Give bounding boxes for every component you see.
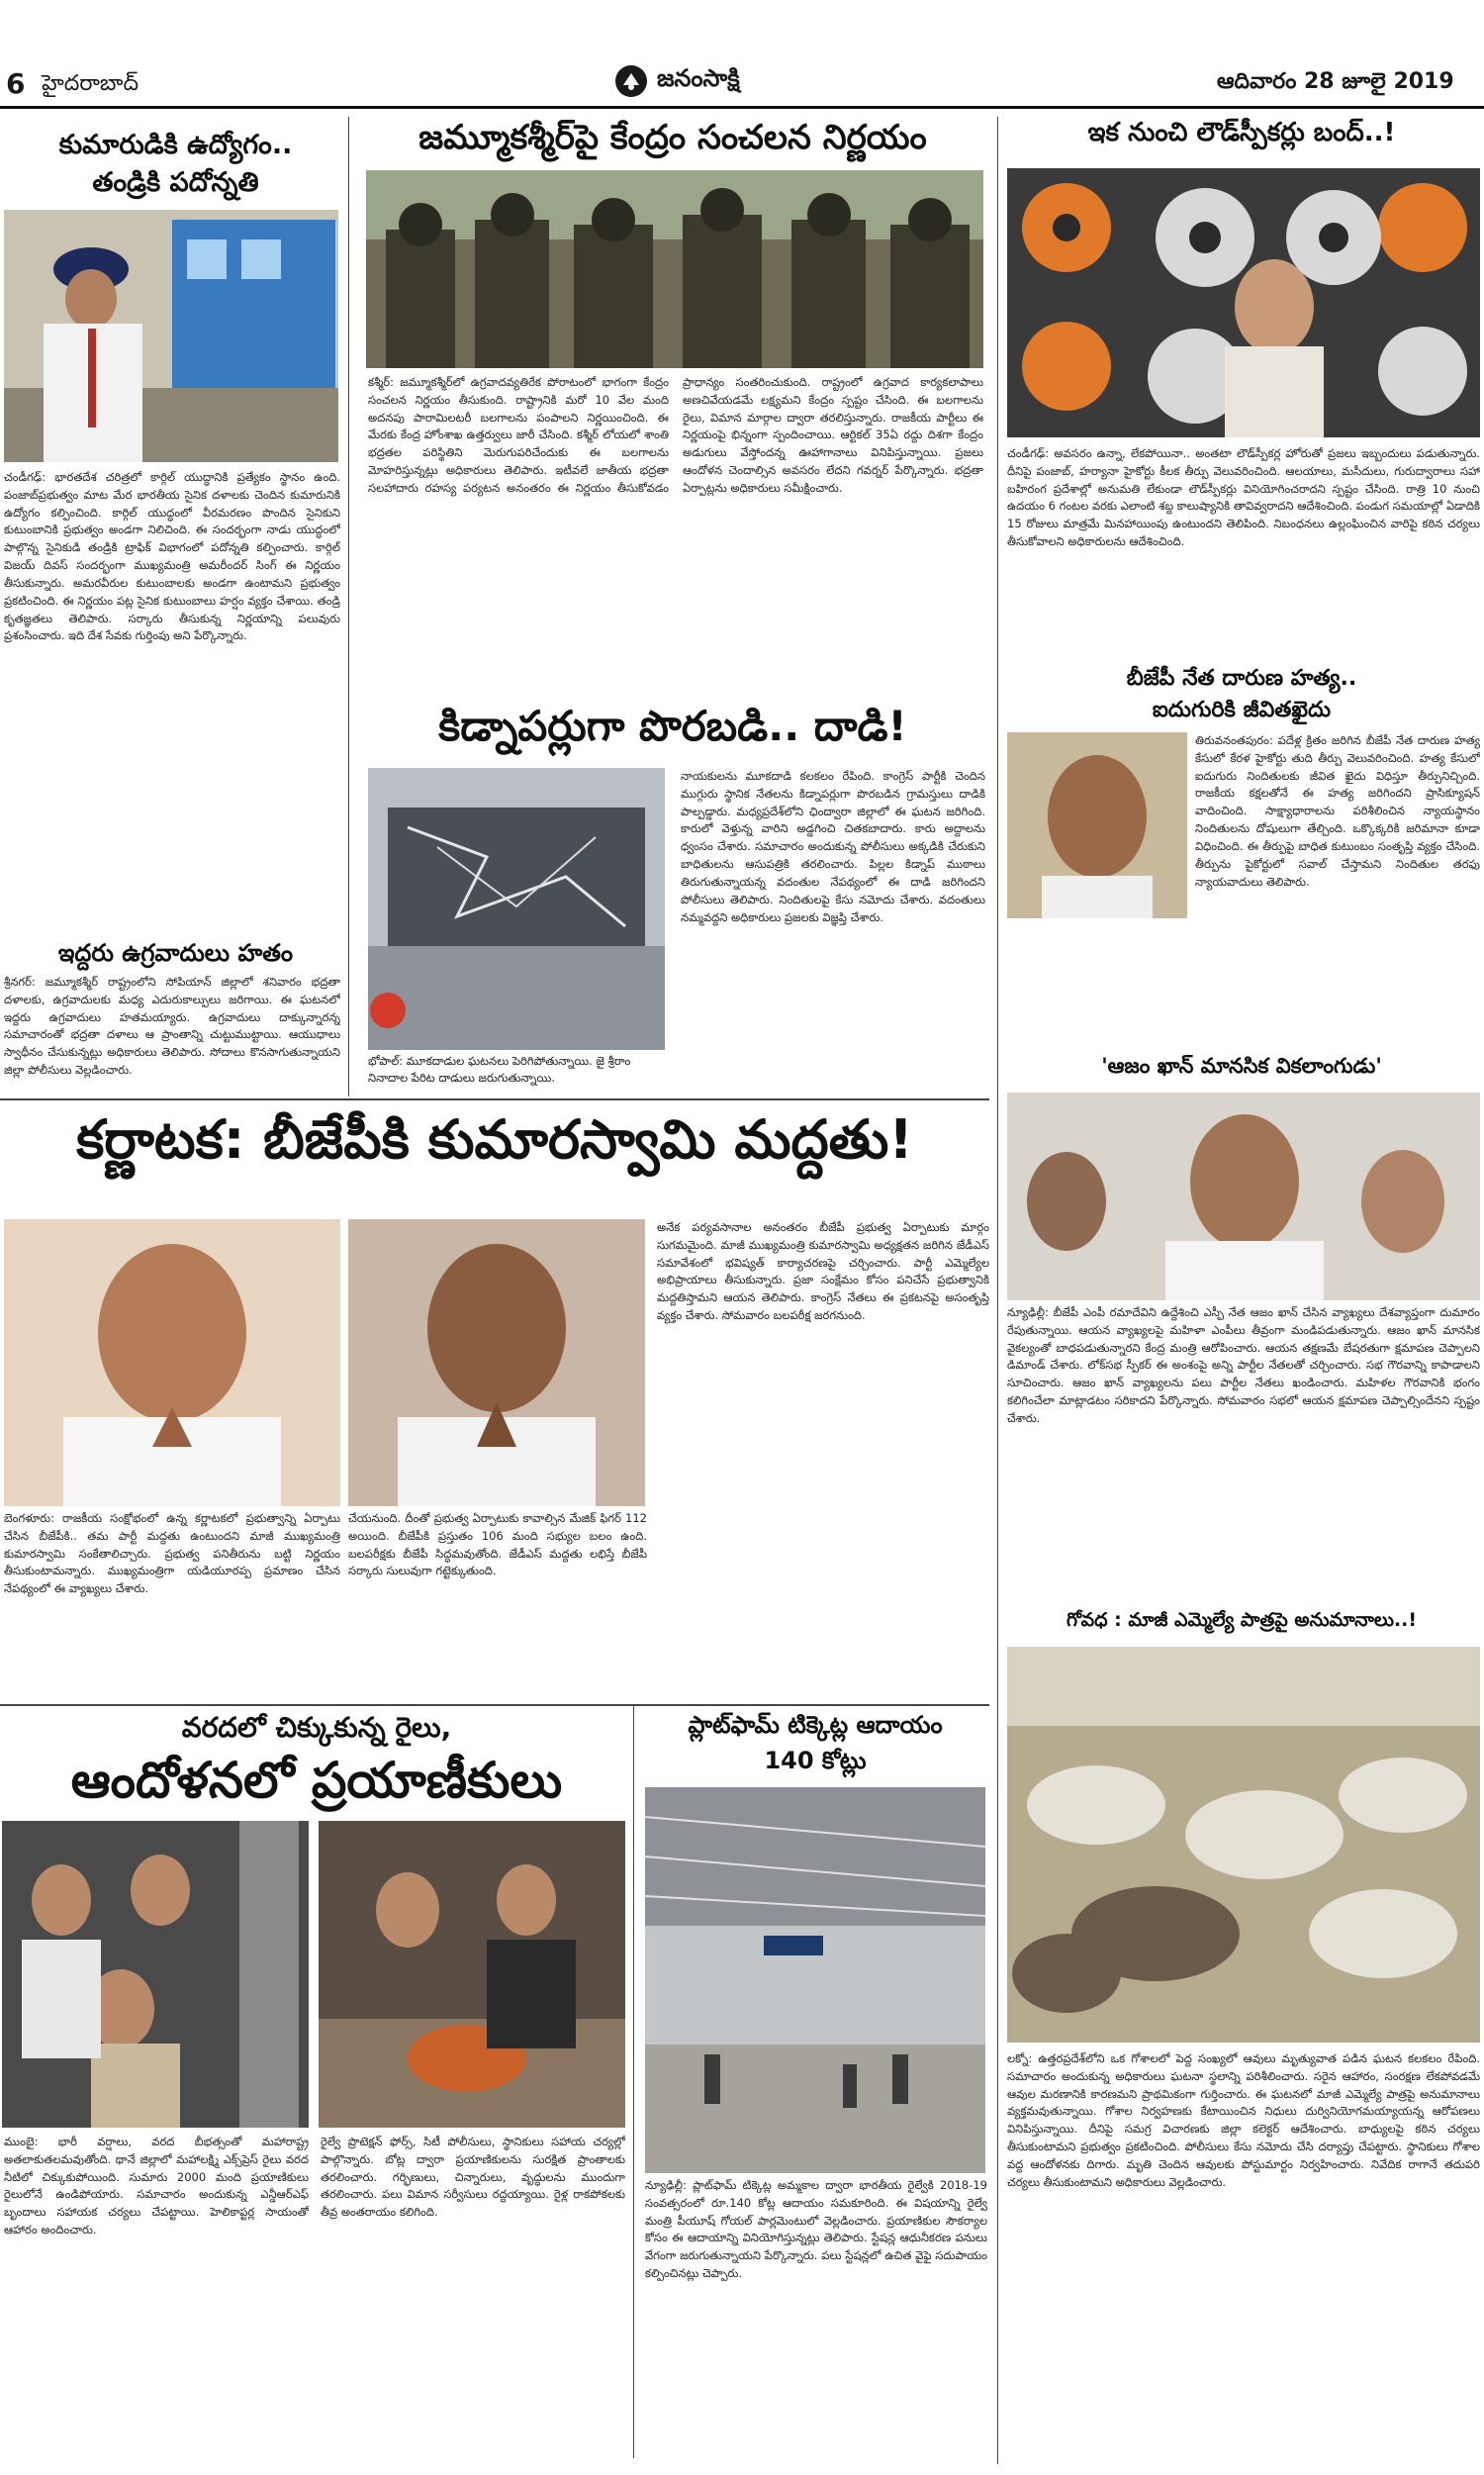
article-jammu-kashmir-body: కశ్మీర్‌: జమ్మూకశ్మీర్‌లో ఉగ్రవాదవ్యతిరేక పోరాటంలో భాగంగా కేంద్రం సంచలన నిర్ణయం తీసుకుంది. రాష్ట్రానికి మరో 10 వేల మంది అదనపు పారామిలటరీ బలగాలను పంపాలని నిర్ణయించింది. ఈ మేరకు కేంద్ర హోంశాఖ ఉత్తర్వులు జారీ చేసింది. కశ్మీర్‌ లోయలో శాంతి భద్రతల పరిస్థితిని మెరుగుపరిచేందుకు ఈ బలగాలను మోహరిస్తున్నట్లు అధికారులు తెలిపారు. ఇటీవలే జాతీయ భద్రతా సలహాదారు రహస్య పర్యటన అనంతరం ఈ నిర్ణయం తీసుకోవడం ప్రాధాన్యం సంతరించుకుంది. రాష్ట్రంలో ఉగ్రవాద కార్యకలాపాలు అణచివేయడమే లక్ష్యమని కేంద్రం స్పష్టం చేసింది. ఈ బలగాలను రైలు, విమాన మార్గాల ద్వారా తరలిస్తున్నారు. రాజకీయ పార్టీలు ఈ నిర్ణయంపై భిన్నంగా స్పందించాయి. ఆర్టికల్‌ 35ఏ రద్దు దిశగా కేంద్రం అడుగులు వేస్తోందన్న ఊహాగానాలు వినిపిస్తున్నాయి. ప్రజలు ఆందోళన చెందాల్సిన అవసరం లేదని గవర్నర్‌ పేర్కొన్నారు. భద్రతా ఏర్పాట్లను అధికారులు సమీక్షించారు. [368,375,983,495]
headline-passengers-worry: ఆందోళనలో ప్రయాణీకులు [70,1752,563,1809]
section-rule [0,1098,989,1100]
article-cow-deaths-body: లక్నో: ఉత్తరప్రదేశ్‌లోని ఒక గోశాలలో పెద్ద సంఖ్యలో ఆవులు మృత్యువాత పడిన ఘటన కలకలం రేపింది. సమాచారం అందుకున్న అధికారులు ఘటనా స్థలాన్ని పరిశీలించారు. సరైన ఆహారం, సంరక్షణ లేకపోవడమే ఆవుల మరణానికి కారణమని ప్రాథమికంగా గుర్తించారు. ఈ ఘటనలో మాజీ ఎమ్మెల్యే పాత్రపై అనుమానాలు వ్యక్తమవుతున్నాయి. గోశాల నిర్వహణకు కేటాయించిన నిధులు దుర్వినియోగమయ్యాయన్న ఆరోపణలు వినిపిస్తున్నాయి. దీనిపై సమగ్ర విచారణకు జిల్లా కలెక్టర్‌ ఆదేశించారు. బాధ్యులపై కఠిన చర్యలు తీసుకుంటామని ప్రభుత్వం ప్రకటించింది. పోలీసులు కేసు నమోదు చేసి దర్యాప్తు చేపట్టారు. స్థానికులు గోశాల వద్ద ఆందోళనకు దిగారు. మృతి చెందిన ఆవులకు పోస్టుమార్టం నిర్వహించారు. నివేదిక రాగానే తదుపరి చర్యలు తీసుకుంటామని అధికారులు వెల్లడించారు. [1007,2051,1480,2189]
soldiers-photo [366,170,983,368]
article-karnataka-body-right: అనేక పర్యవసానాల అనంతరం బీజేపీ ప్రభుత్వ ఏర్పాటుకు మార్గం సుగమమైంది. మాజీ ముఖ్యమంత్రి కుమారస్వామి అధ్యక్షతన జరిగిన జేడీఎస్‌ సమావేశంలో భవిష్యత్‌ కార్యాచరణపై చర్చించారు. పార్టీ ఎమ్మెల్యేల అభిప్రాయాలు తీసుకున్నారు. ప్రజా సంక్షేమం కోసం పనిచేసే ప్రభుత్వానికి మద్దతిస్తామని ఆయన తెలిపారు. కాంగ్రెస్‌ నేతలు ఈ ప్రకటనపై అసంతృప్తి వ్యక్తం చేశారు. సోమవారం బలపరీక్ష జరగనుంది. [657,1220,989,1323]
newspaper-brand [613,61,871,101]
headline-kidnapper-attack: కిడ్నాపర్లుగా పొరబడి.. దాడి! [438,702,907,750]
cows-photo [1007,1647,1480,2043]
headline-train-flood: వరదలో చిక్కుకున్న రైలు, [181,1711,452,1744]
railway-station-photo [645,1787,985,2173]
article-karnataka-body-mid: చేయనుంది. దీంతో ప్రభుత్వ ఏర్పాటుకు కావాల్సిన మేజిక్‌ ఫిగర్‌ 112 అయింది. బీజేపీకి ప్రస్తుతం 106 మంది సభ్యుల బలం ఉంది. బలపరీక్షకు బీజేపీ సిద్ధమవుతోంది. జేడీఎస్‌ మద్దతు లభిస్తే బీజేపీ సర్కారు సులువుగా గట్టెక్కుతుంది. [348,1511,647,1578]
car-photo-caption: భోపాల్‌: మూకదాడుల ఘటనలు పెరిగిపోతున్నాయి. జై శ్రీరాం నినాదాల పేరిట దాడులు జరుగుతున్నాయి. [368,1054,631,1086]
headline-azam-khan: 'ఆజం ఖాన్‌ మానసిక వికలాంగుడు' [1101,1054,1382,1078]
article-train-body-right: రైల్వే ప్రొటెక్షన్‌ ఫోర్స్‌, సిటీ పోలీసులు, స్థానికులు సహాయ చర్యల్లో పాల్గొన్నారు. బోట్ల ద్వారా ప్రయాణికులను సురక్షిత ప్రాంతాలకు తరలించారు. గర్భిణులు, చిన్నారులు, వృద్ధులను ముందుగా తరలించారు. పలు విమాన సర్వీసులు రద్దయ్యాయి. రైళ్ల రాకపోకలకు తీవ్ర అంతరాయం కలిగింది. [321,2135,625,2220]
article-kidnapper-body: నాయకులను మూకదాడి కలకలం రేపింది. కాంగ్రెస్‌ పార్టీకి చెందిన ముగ్గురు స్థానిక నేతలను కిడ్నాపర్లుగా పొరబడిన గ్రామస్తులు దాడికి పాల్పడ్డారు. మధ్యప్రదేశ్‌లోని ఛింద్వారా జిల్లాలో ఈ ఘటన జరిగింది. కారులో వెళ్తున్న వారిని అడ్డగించి చితకబాదారు. కారు అద్దాలను ధ్వంసం చేశారు. సమాచారం అందుకున్న పోలీసులు అక్కడికి చేరుకుని బాధితులను ఆసుపత్రికి తరలించారు. పిల్లల కిడ్నాప్‌ ముఠాలు తిరుగుతున్నాయన్న వదంతుల నేపథ్యంలో ఈ దాడి జరిగిందని పోలీసులు తెలిపారు. నిందితులపై కేసు నమోదు చేశారు. వదంతులు నమ్మవద్దని అధికారులు ప్రజలకు విజ్ఞప్తి చేశారు. [681,769,985,924]
headline-platform-revenue: 140 కోట్లు [764,1747,867,1774]
page-number: 6 [6,67,26,100]
traffic-officer-photo [4,210,338,462]
newspaper-name: జనంసాక్షి [657,64,740,92]
headline-father-promotion: తండ్రికి పదోన్నతి [92,167,259,198]
rescue-photo-right [319,1821,625,2128]
headline-loudspeaker-ban: ఇక నుంచి లౌడ్‌స్పీకర్లు బంద్‌..! [1087,118,1396,147]
section-rule [0,1704,989,1706]
yeddyurappa-photo [4,1219,340,1506]
article-karnataka-body-left: బెంగళూరు: రాజకీయ సంక్షోభంలో ఉన్న కర్ణాటకలో ప్రభుత్వాన్ని ఏర్పాటు చేసిన బీజేపీకి.. తమ పార్టీ మద్దతు ఉంటుందని మాజీ ముఖ్యమంత్రి కుమారస్వామి సంకేతాలిచ్చారు. ప్రభుత్వ పనితీరును బట్టి నిర్ణయం తీసుకుంటామన్నారు. ముఖ్యమంత్రిగా యడియూరప్ప ప్రమాణం చేసిన నేపథ్యంలో ఈ వ్యాఖ్యలు చేశారు. [4,1511,340,1596]
article-train-body-left: ముంబై: భారీ వర్షాలు, వరద బీభత్సంతో మహారాష్ట్ర అతలాకుతలమవుతోంది. థానే జిల్లాలో మహాలక్ష్మి ఎక్స్‌ప్రెస్‌ రైలు వరద నీటిలో చిక్కుకుపోయింది. సుమారు 2000 మంది ప్రయాణికులు రైలులోనే ఉండిపోయారు. సమాచారం అందుకున్న ఎన్డీఆర్‌ఎఫ్‌ బృందాలు సహాయక చర్యలు చేపట్టాయి. హెలికాప్టర్ల సాయంతో ఆహారం అందించారు. [4,2135,309,2237]
article-loudspeaker-body: చండీగఢ్‌: అవసరం ఉన్నా, లేకపోయినా.. అంతటా లౌడ్‌స్పీకర్ల హోరుతో ప్రజలు ఇబ్బందులు పడుతున్నారు. దీనిపై పంజాబ్‌, హర్యానా హైకోర్టు కీలక తీర్పు వెలువరించింది. ఆలయాలు, మసీదులు, గురుద్వారాలు సహా బహిరంగ ప్రదేశాల్లో అనుమతి లేకుండా లౌడ్‌స్పీకర్లు వినియోగించరాదని స్పష్టం చేసింది. రాత్రి 10 నుంచి ఉదయం 6 గంటల వరకు ఎలాంటి శబ్ద కాలుష్యానికి తావివ్వరాదని ఆదేశించింది. పండుగ సమయాల్లో ఏడాదికి 15 రోజులు మాత్రమే మినహాయింపు ఉంటుందని తెలిపింది. నిబంధనలు ఉల్లంఘించిన వారిపై కఠిన చర్యలు తీసుకోవాలని అధికారులను ఆదేశించింది. [1007,446,1480,549]
page-date: ఆదివారం 28 జూలై 2019 [1217,69,1454,94]
headline-jammu-kashmir: జమ్మూకశ్మీర్‌పై కేంద్రం సంచలన నిర్ణయం [418,118,927,157]
headline-life-imprisonment: ఐదుగురికి జీవితఖైదు [1152,698,1332,722]
column-rule [348,117,349,1096]
column-rule [633,1706,634,2458]
column-rule [997,117,998,2464]
rescue-photo-left [2,1821,309,2128]
article-terrorists-body: శ్రీనగర్‌: జమ్మూకశ్మీర్‌ రాష్ట్రంలోని సోపియాన్‌ జిల్లాలో శనివారం భద్రతా దళాలకు, ఉగ్రవాదులకు మధ్య ఎదురుకాల్పులు జరిగాయి. ఈ ఘటనలో ఇద్దరు ఉగ్రవాదులు హతమయ్యారు. ఉగ్రవాదులు దాక్కున్నారన్న సమాచారంతో భద్రతా దళాలు ఆ ప్రాంతాన్ని చుట్టుముట్టాయి. ఆయుధాలు స్వాధీనం చేసుకున్నట్లు అధికారులు తెలిపారు. సోదాలు కొనసాగుతున్నాయని జిల్లా పోలీసులు వెల్లడించారు. [4,975,340,1078]
article-azam-khan-body: న్యూఢిల్లీ: బీజేపీ ఎంపీ రమాదేవిని ఉద్దేశించి ఎస్పీ నేత ఆజం ఖాన్‌ చేసిన వ్యాఖ్యలు దేశవ్యాప్తంగా దుమారం రేపుతున్నాయి. ఆయన వ్యాఖ్యలపై మహిళా ఎంపీలు తీవ్రంగా మండిపడుతున్నారు. ఆజం ఖాన్‌ మానసిక వైకల్యంతో బాధపడుతున్నారని కేంద్ర మంత్రి ఆరోపించారు. ఆయన తక్షణమే బేషరతుగా క్షమాపణ చెప్పాలని డిమాండ్‌ చేశారు. లోక్‌సభ స్పీకర్‌ ఈ అంశంపై అన్ని పార్టీల నేతలతో చర్చించారు. సభ గౌరవాన్ని కాపాడాలని సూచించారు. ఆజం ఖాన్‌ వ్యాఖ్యలను పలు పార్టీల నేతలు ఖండించారు. మహిళల గౌరవానికి భంగం కలిగించేలా మాట్లాడటం సరికాదని పేర్కొన్నారు. సోమవారం సభలో ఆయన క్షమాపణ చెప్పాల్సిందేనని స్పష్టం చేశారు. [1007,1305,1480,1425]
headline-son-job: కుమారుడికి ఉద్యోగం.. [58,130,293,160]
headline-platform-tickets: ప్లాట్‌ఫామ్‌ టిక్కెట్ల ఆదాయం [688,1711,943,1739]
bjp-leader-photo [1007,732,1187,918]
article-bjp-murder-body: తిరువనంతపురం: పదేళ్ల క్రితం జరిగిన బీజేపీ నేత దారుణ హత్య కేసులో కేరళ హైకోర్టు తుది తీర్పు వెలువరించింది. హత్య కేసులో ఐదుగురు నిందితులకు జీవిత ఖైదు విధిస్తూ తీర్పునిచ్చింది. రాజకీయ కక్షలతోనే ఈ హత్య జరిగిందని ప్రాసిక్యూషన్‌ వాదించింది. సాక్ష్యాధారాలను పరిశీలించిన న్యాయస్థానం నిందితులను దోషులుగా తేల్చింది. ఒక్కొక్కరికి జరిమానా కూడా విధించింది. ఈ తీర్పుపై బాధిత కుటుంబం సంతృప్తి వ్యక్తం చేసింది. తీర్పును పైకోర్టులో సవాల్‌ చేస్తామని నిందితుల తరఫు న్యాయవాదులు తెలిపారు. [1195,733,1480,889]
headline-cow-deaths: గోవధ : మాజీ ఎమ్మెల్యే పాత్రపై అనుమానాలు..! [1066,1609,1418,1631]
newspaper-logo-icon [613,63,649,99]
kumaraswamy-photo [348,1219,645,1506]
headline-terrorists-killed: ఇద్దరు ఉగ్రవాదులు హతం [57,939,294,967]
azam-khan-photo [1007,1093,1480,1300]
article-platform-body: న్యూఢిల్లీ: ప్లాట్‌ఫామ్‌ టిక్కెట్ల అమ్మకాల ద్వారా భారతీయ రైల్వేకి 2018-19 సంవత్సరంలో రూ.140 కోట్ల ఆదాయం సమకూరింది. ఈ విషయాన్ని రైల్వే మంత్రి పీయూష్‌ గోయల్‌ పార్లమెంటులో వెల్లడించారు. ప్రయాణికుల సౌకర్యాల కోసం ఈ ఆదాయాన్ని వినియోగిస్తున్నట్లు తెలిపారు. స్టేషన్ల ఆధునీకరణ పనులు వేగంగా జరుగుతున్నాయని పేర్కొన్నారు. పలు స్టేషన్లలో ఉచిత వైఫై సదుపాయం కల్పించినట్లు చెప్పారు. [645,2178,987,2281]
page-city: హైదరాబాద్ [42,71,139,96]
loudspeakers-photo [1007,168,1480,437]
headline-karnataka: కర్ణాటక: బీజేపీకి కుమారస్వామి మద్దతు! [76,1108,913,1171]
damaged-car-photo [368,768,665,1050]
headline-bjp-murder: బీజేపీ నేత దారుణ హత్య.. [1126,666,1357,691]
article-son-job-body: చండీగఢ్‌: భారతదేశ చరిత్రలో కార్గిల్‌ యుద్ధానికి ప్రత్యేకం స్థానం ఉంది. పంజాబ్‌ప్రభుత్వం మాట మేర భారతీయ సైనిక దళాలకు చెందిన కుమారునికి ఉద్యోగం కల్పించింది. కార్గిల్‌ యుద్ధంలో వీరమరణం పొందిన సైనికుని కుటుంబానికి ప్రభుత్వం అండగా నిలిచింది. ఈ సందర్భంగా నాడు యుద్ధంలో పాల్గొన్న సైనికుడి తండ్రికి ట్రాఫిక్‌ విభాగంలో పదోన్నతి కల్పించారు. కార్గిల్‌ విజయ్‌ దివస్‌ సందర్భంగా ముఖ్యమంత్రి అమరీందర్‌ సింగ్‌ ఈ నిర్ణయం తీసుకున్నారు. అమరవీరుల కుటుంబాలకు అండగా ఉంటామని ప్రభుత్వం ప్రకటించింది. ఈ నిర్ణయం పట్ల సైనిక కుటుంబాలు హర్షం వ్యక్తం చేశాయి. తండ్రి కృతజ్ఞతలు తెలిపారు. సర్కారు తీసుకున్న నిర్ణయాన్ని పలువురు ప్రశంసించారు. ఇది దేశ సేవకు గుర్తింపు అని పేర్కొన్నారు. [4,470,340,643]
